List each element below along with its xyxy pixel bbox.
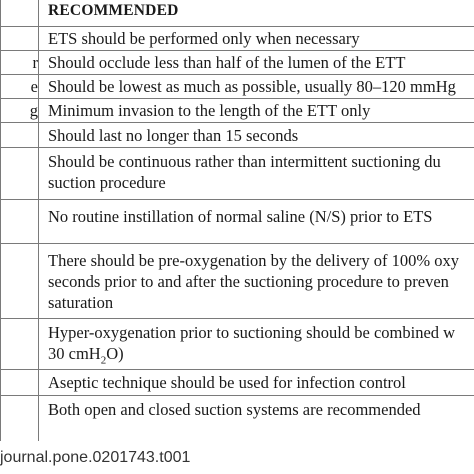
row-lead-cell: e [1,75,39,99]
header-cell-recommended: RECOMMENDED [39,0,474,27]
row-lead-cell [1,319,39,370]
row-lead-cell [1,396,39,442]
row-text-cell: Both open and closed suction systems are recommended [39,396,474,442]
pressure-unit-end: O) [106,344,124,363]
row-lead-cell [1,27,39,51]
table-row [1,396,474,442]
row-lead-cell: g [1,99,39,123]
row-lead-cell [1,370,39,396]
table-row [1,244,474,319]
row-text-cell [39,319,474,370]
row-text-cell: Should occlude less than half of the lumen of the ETT [39,51,474,75]
row-text-cell: No routine instillation of normal saline (N/S) prior to ETS [39,200,474,244]
row-text-cell [39,148,474,200]
row-lead-cell [1,123,39,148]
table-row [1,27,474,51]
doi-caption: journal.pone.0201743.t001 [0,449,191,466]
row-text-line: suction procedure [48,173,166,192]
row-text-line: There should be pre-oxygenation by the delivery of 100% oxy [48,251,460,270]
row-text-cell: Aseptic technique should be used for infection control [39,370,474,396]
row-lead-cell: r [1,51,39,75]
row-text-line: seconds prior to and after the suctioning procedure to preven [48,272,449,291]
row-text-line: Hyper-oxygenation prior to suctioning should be combined w [48,323,456,342]
row-text-cell [39,244,474,319]
table-row [1,99,474,123]
row-text-cell: Minimum invasion to the length of the ETT only [39,99,474,123]
row-text-cell: Should last no longer than 15 seconds [39,123,474,148]
header-cell-left [1,0,39,27]
table-row [1,200,474,244]
row-lead-cell [1,200,39,244]
table-row [1,319,474,370]
row-text-line: Should be continuous rather than intermittent suctioning du [48,152,441,171]
row-lead-cell [1,244,39,319]
table-row [1,123,474,148]
table-row [1,148,474,200]
table-header-row [1,0,474,27]
pressure-value-text: 30 cmH [48,344,101,363]
row-text-line: saturation [48,293,114,312]
row-text-line [48,343,474,367]
table-row [1,51,474,75]
row-text-cell: Should be lowest as much as possible, usually 80–120 mmHg [39,75,474,99]
table-row [1,75,474,99]
row-lead-cell [1,148,39,200]
table-row [1,370,474,396]
pressure-subscript: 2 [100,354,107,367]
row-text-cell: ETS should be performed only when necessary [39,27,474,51]
